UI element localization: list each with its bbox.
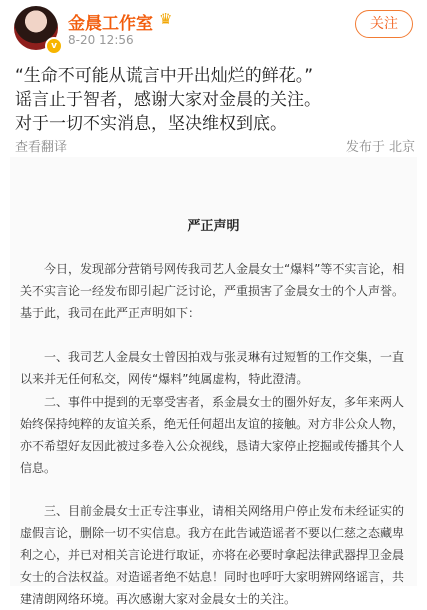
post-line-1: “生命不可能从谎言中开出灿烂的鲜花。” [15,66,314,86]
statement-image[interactable] [10,157,417,606]
statement-paragraph-2: 一、我司艺人金晨女士曾因拍戏与张灵琳有过短暂的工作交集，一直以来并无任何私交，网传“爆料”纯属虚构，特此澄清。 [20,350,405,386]
crown-icon: ♛ [159,10,173,28]
statement-paragraph-3: 二、事件中提到的无辜受害者，系金晨女士的圈外好友，多年来两人始终保持纯粹的友谊关系，绝无任何超出友谊的接触。对方非公众人物，亦不希望好友因此被过多卷入公众视线，恳请大家停止挖掘或传播其个人信息。 [20,395,405,475]
translate-link[interactable]: 查看翻译 [15,140,68,155]
post-time: 8-20 12:56 [68,33,134,47]
post-header [0,0,427,56]
statement-title: 严正声明 [187,219,240,234]
verified-badge-icon: v [45,37,63,55]
post-location: 发布于 北京 [345,140,415,155]
post-text [15,64,415,136]
account-name[interactable]: 金晨工作室 [68,14,153,34]
follow-button[interactable]: 关注 [355,10,413,38]
post-line-2: 谣言止于智者，感谢大家对金晨的关注。 [15,90,321,110]
post-line-3: 对于一切不实消息，坚决维权到底。 [15,114,287,134]
statement-paragraph-4: 三、目前金晨女士正专注事业，请相关网络用户停止发布未经证实的虚假言论，删除一切不实信息。我方在此告诫造谣者不要以仁慈之态藏卑利之心，并已对相关言论进行取证，亦将在必要时拿起法律武器捍卫金晨女士的合法权益。对造谣者绝不姑息！同时也呼吁大家明辨网络谣言，共建清朗网络环境。再次感谢大家对金晨女士的关注。 [20,504,405,606]
statement-paragraph-1: 今日，发现部分营销号网传我司艺人金晨女士“爆料”等不实言论，相关不实言论一经发布即引起广泛讨论，严重损害了金晨女士的个人声誉。基于此，我司在此严正声明如下： [20,262,405,320]
